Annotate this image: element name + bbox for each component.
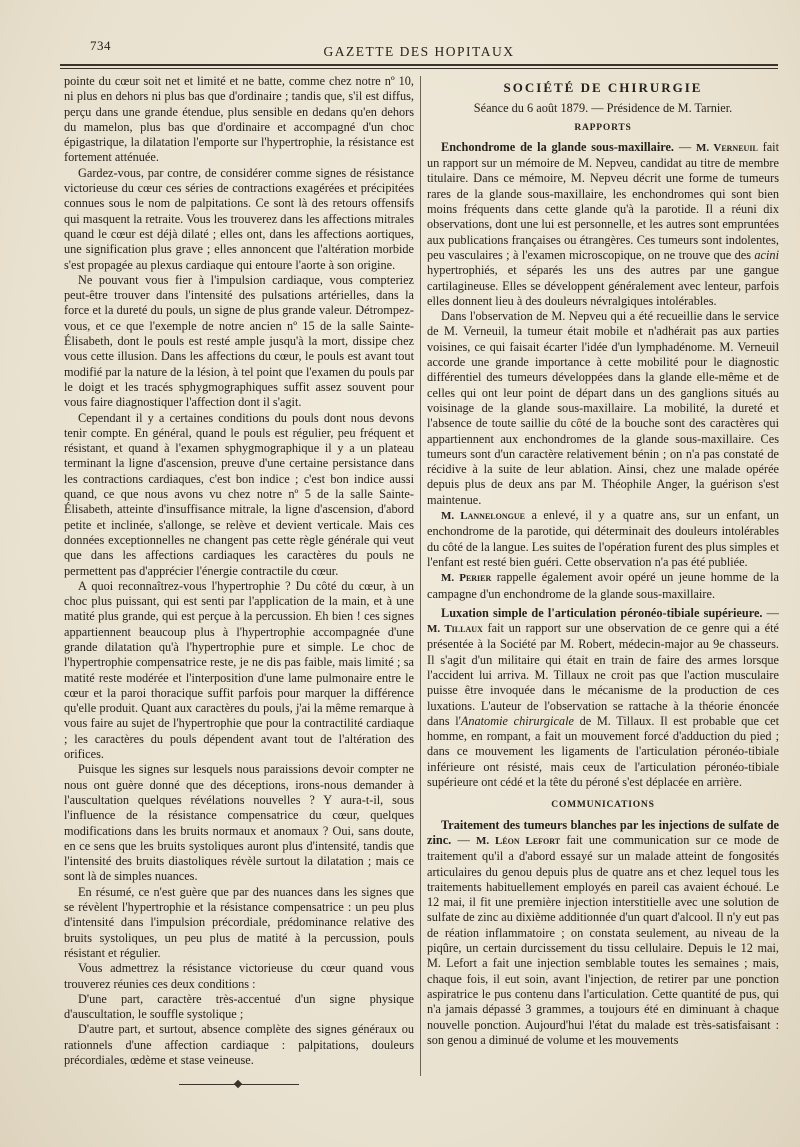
header-rule-thin <box>60 68 778 69</box>
paragraph: D'une part, caractère très-accentué d'un signe physique d'auscultation, le souffle systolique ; <box>64 991 414 1022</box>
article-text: fait une communication sur ce mode de traitement qu'il a d'abord essayé sur un malade atteint de fongosités articulaires du genou depuis plus de quatre ans et chez lequel tous les traitements habituellement employés en pareil cas avaient échoué. Le 12 mai, il fit une première injection interstitielle avec une solution de sulfate de zinc au dixième additionnée d'un quart d'alcool. Il n'y eut pas de réation inflammatoire ; on constata seulement, au niveau de la piqûre, un certain durcissement du tissu cellulaire. Depuis le 12 mai, M. Lefort a fait une injection semblable toutes les semaines ; mais, chaque fois, il eut soin, avant l'injection, de retirer par une ponction aspiratrice le pus contenu dans l'articulation. Cette quantité de pus, qui n'a jamais dépassé 3 grammes, a toujours été en diminuant à chaque nouvelle ponction. Aujourd'hui l'état du malade est très-satisfaisant : son genou a diminué de volume et les mouvements <box>427 832 780 1047</box>
rapports-heading: RAPPORTS <box>574 122 632 133</box>
paragraph-text: a enlevé, il y a quatre ans, sur un enfant, un enchondrome de la parotide, qui déterminait des douleurs intolérables du côté de la langue. Les suites de l'opération furent des plus simples et l'enfant est resté bien guéri. Cette observation n'a pas été publiée. <box>427 508 779 569</box>
communications-heading: COMMUNICATIONS <box>551 800 655 811</box>
paragraph: Puisque les signes sur lesquels nous paraissions devoir compter ne nous ont guère donné que des déceptions, irons-nous demander à l'auscultation quelques révélations nouvelles ? Y aura-t-il, sous l'influence de la résistance compensatrice du cœur, quelques modifications dans les bruits normaux et anomaux ? Oui, sans doute, en ce sens que les bruits systoliques auront plus d'intensité, tandis que l'intensité des bruits diastoliques révèle surtout la dilatation ; mais ce sont là de simples nuances. <box>64 762 414 884</box>
paragraph: Dans l'observation de M. Nepveu qui a été recueillie dans le service de M. Verneuil, la tumeur était mobile et n'adhérait pas aux parties voisines, ce qui faisait écarter l'idée d'un lymphadénome. M. Verneuil accorde une grande importance à cette mobilité pour le diagnostic différentiel des tumeurs développées dans la glande elle-même et de celles qui ont leur point de départ dans un des ganglions situés au voisinage de la glande sous-maxillaire. La mobilité, la dureté et l'absence de toute saillie du côté de la bouche sont des caractères qui appartiennent aux enchondromes de la glande sous-maxillaire. Ces tumeurs sont d'un caractère relativement bénin ; on n'a pas constaté de récidive à la suite de leur ablation. Ainsi, chez une malade opérée depuis plus de deux ans par M. Théophile Anger, la guérison s'est maintenue. <box>427 309 779 507</box>
end-rule <box>179 1084 299 1088</box>
paragraph: Ne pouvant vous fier à l'impulsion cardiaque, vous compteriez peut-être trouver dans l'intensité des pulsations artérielles, dans la force et la dureté du pouls, un signe de plus grande valeur. Détrompez-vous, et ce que l'exemple de notre ancien nº 15 de la salle Sainte-Élisabeth, dont le pouls est resté ample jusqu'à la mort, dissipe chez vous cette illusion. Dans les affections du cœur, le pouls est avant tout modifié par la nature de la lésion, à tel point que l'examen du pouls par le doigt et les tracés sphygmographiques suffit assez souvent pour vous faire diagnostiquer l'affection dont il s'agit. <box>64 272 414 410</box>
page-header <box>62 36 776 64</box>
paragraph-lannelongue <box>427 508 779 570</box>
paragraph: Gardez-vous, par contre, de considérer comme signes de résistance victorieuse du cœur ces séries de contractions exagérées et précipitées connues sous le nom de palpitations. Ce sont là des retours offensifs qui masquent la retraite. Vous les trouverez dans les affections mitrales quand le cœur est déjà dilaté ; elles ont, dans les affections aortiques, une signification plus grave ; elles annoncent que l'altération morbide s'est propagée au plexus cardiaque qui entoure l'aorte à son origine. <box>64 165 414 272</box>
article-title: Enchondrome de la glande sous-maxillaire. <box>441 139 675 154</box>
speaker: M. Verneuil <box>695 141 758 154</box>
paragraph-perier <box>427 570 779 602</box>
rule-ornament <box>234 1080 242 1088</box>
article-luxation: Luxation simple de l'articulation péronéo-tibiale supérieure. — M. Tillaux fait un rapport sur une observation de ce genre qui a été présentée à la Société par M. Robert, médecin-major au 9e chasseurs. Il s'agit d'un militaire qui était en train de faire des armes lorsque l'accident lui arriva. M. Tillaux ne croit pas que l'action musculaire puisse être invoquée dans le mécanisme de la production de ces luxations. L'auteur de l'observation se rattache à la théorie énoncée dans l'Anatomie chirurgicale de M. Tillaux. Il est probable que cet homme, en rompant, a fait un mouvement forcé d'adduction du pied ; dans ce mouvement les ligaments de l'articulation péronéo-tibiale inférieure ont résisté, mais ceux de l'articulation péronéo-tibiale supérieure ont cédé et la tête du péroné s'est déplacée en arrière. <box>427 605 779 790</box>
speaker: M. Lannelongue <box>441 510 525 523</box>
article-text: fait un rapport sur un mémoire de M. Nepveu, candidat au titre de membre titulaire. Dans ce mémoire, M. Nepveu décrit une forme de tumeurs rares de la glande sous-maxillaire, les enchondromes qui sont bien moins fréquents dans cette glande qu'à la parotide. Il a réuni dix observations, dont une lui est personnelle, et les autres sont empruntées aux publications françaises ou étrangères. Ces tumeurs sont indolentes, peu vasculaires ; à l'examen microscopique, on ne trouve que des <box>427 139 779 262</box>
speaker: M. Perier <box>441 572 492 585</box>
paragraph-text: rappelle également avoir opéré un jeune homme de la campagne d'un enchondrome de la glande sous-maxillaire. <box>427 570 779 601</box>
section-title: SOCIÉTÉ DE CHIRURGIE <box>503 80 703 95</box>
speaker: M. Léon Lefort <box>475 834 561 847</box>
seance-line: Séance du 6 août 1879. — Présidence de M. Tarnier. <box>473 101 733 116</box>
left-column <box>64 74 414 1088</box>
article-text: hypertrophiés, et séparés les uns des autres par une gangue cartilagineuse. Elles se développent généralement avec lenteur, parfois elles donnent lieu à des douleurs névralgiques intolérables. <box>427 263 779 308</box>
article-italic: Anatomie chirurgicale <box>460 713 574 728</box>
page-number: 734 <box>90 38 111 53</box>
right-column <box>427 74 779 1048</box>
article-text: de M. Tillaux. Il est probable que cet homme, en rompant, a fait un mouvement forcé d'adduction du pied ; dans ce mouvement les ligaments de l'articulation péronéo-tibiale inférieure ont résisté, mais ceux de l'articulation péronéo-tibiale supérieure ont cédé et la tête du péroné s'est déplacée en arrière. <box>427 713 779 790</box>
article-italic: acini <box>754 247 779 262</box>
article-enchondrome: Enchondrome de la glande sous-maxillaire. — M. Verneuil fait un rapport sur un mémoire de M. Nepveu, candidat au titre de membre titulaire. Dans ce mémoire, M. Nepveu décrit une forme de tumeurs rares de la glande sous-maxillaire, les enchondromes qui sont bien moins fréquents dans cette glande qu'à la parotide. Il a réuni dix observations, dont une lui est personnelle, et les autres sont empruntées aux publications françaises ou étrangères. Ces tumeurs sont indolentes, peu vasculaires ; à l'examen microscopique, on ne trouve que des acini hypertrophiés, et séparés les uns des autres par une gangue cartilagineuse. Elles se développent généralement avec lenteur, parfois elles donnent lieu à des douleurs névralgiques intolérables. <box>427 139 779 308</box>
paragraph: Cependant il y a certaines conditions du pouls dont nous devons tenir compte. En général, quand le pouls est régulier, peu fréquent et résistant, et quand à l'examen sphygmographique il y a un plateau terminant la ligne d'ascension, preuve d'une certaine persistance dans les contractions cardiaques, c'est bon indice ; c'est bon indice aussi quand, ce que nous avons vu chez notre nº 5 de la salle Sainte-Élisabeth, atteinte d'insuffisance mitrale, la ligne d'ascension, d'abord petite et inclinée, s'allonge, se relève et devient verticale. Mais ces données exceptionnelles ne changent pas cette règle générale qui veut que dans les affections cardiaques les caractères du pouls ne permettent pas d'apprécier l'énergie contractile du cœur. <box>64 410 414 578</box>
paragraph: En résumé, ce n'est guère que par des nuances dans les signes que se révèlent l'hypertrophie et la résistance compensatrice : un peu plus d'intensité dans l'impulsion précordiale, prédominance relative des bruits systoliques, un peu plus de matité à la percussion, pouls résistant et régulier. <box>64 884 414 960</box>
article-tumeurs: Traitement des tumeurs blanches par les injections de sulfate de zinc. — M. Léon Lefort fait une communication sur ce mode de traitement qu'il a d'abord essayé sur un malade atteint de fongosités articulaires du genou depuis plus de quatre ans et chez lequel tous les traitements habituellement employés en pareil cas avaient échoué. Le 12 mai, il fit une première injection interstitielle avec une solution de sulfate de zinc au dixième additionnée d'un quart d'alcool. Il n'y eut pas de réation inflammatoire ; on constata seulement, au niveau de la piqûre, un certain durcissement du tissu cellulaire. Depuis le 12 mai, M. Lefort a fait une injection semblable toutes les semaines ; mais, chaque fois, il eut soin, avant l'injection, de retirer par une ponction aspiratrice le pus contenu dans l'articulation. Cette quantité de pus, qui n'a jamais dépassé 3 grammes, a toujours été en diminuant à chaque nouvelle ponction. Aujourd'hui l'état du malade est très-satisfaisant : son genou a diminué de volume et les mouvements <box>427 817 780 1047</box>
header-rule <box>60 64 778 66</box>
speaker: M. Tillaux <box>427 623 483 636</box>
column-divider <box>420 76 421 1076</box>
paragraph: A quoi reconnaîtrez-vous l'hypertrophie ? Du côté du cœur, à un choc plus puissant, qui est senti par l'application de la main, et à une matité plus grande, qui est perçue à la percussion. Eh bien ! ces signes appartiennent beaucoup plus à l'hypertrophie accompagnée d'une grande dilatation qu'à l'hypertrophie pure et simple. Le choc de l'hypertrophie compensatrice reste, je ne dis pas faible, mais limité ; sa matité reste modérée et l'interposition d'une lame pulmonaire entre le cœur et la paroi thoracique suffit parfois pour marquer la différence qu'elle produit. Quant aux caractères du pouls, j'ai la même remarque à vous faire au sujet de l'hypertrophie que pour la contractilité cardiaque ; les caractères du pouls dépendent avant tout de l'altération des orifices. <box>64 578 414 762</box>
article-title: Luxation simple de l'articulation péronéo-tibiale supérieure. <box>441 605 763 620</box>
journal-title: GAZETTE DES HOPITAUX <box>323 44 515 59</box>
article-title: Traitement des tumeurs blanches par les injections de sulfate de zinc. <box>427 817 779 847</box>
paragraph: pointe du cœur soit net et limité et ne batte, comme chez notre nº 10, ni plus en dehors ni plus bas que d'ordinaire ; tandis que, s'il est diffus, perçu dans une grande étendue, plus sensible en dedans qu'en dehors du mamelon, plus bas que d'ordinaire et accompagné d'un choc épigastrique, la dilatation l'emporte sur l'hypertrophie, la résistance est fortement atténuée. <box>64 74 414 165</box>
paragraph: Vous admettrez la résistance victorieuse du cœur quand vous trouverez réunies ces deux conditions : <box>64 961 414 991</box>
article-text: fait un rapport sur une observation de ce genre qui a été présentée à la Société par M. Robert, médecin-major au 9e chasseurs. Il s'agit d'un militaire qui était en train de faire des armes lorsque l'accident lui arriva. M. Tillaux ne croit pas que l'action musculaire puisse être invoquée dans le mécanisme de la production de ces luxations. L'auteur de l'observation se rattache à la théorie énoncée dans l' <box>427 621 779 728</box>
paragraph: D'autre part, et surtout, absence complète des signes généraux ou rationnels d'une affection cardiaque : palpitations, douleurs précordiales, œdème et stase veineuse. <box>64 1022 414 1067</box>
